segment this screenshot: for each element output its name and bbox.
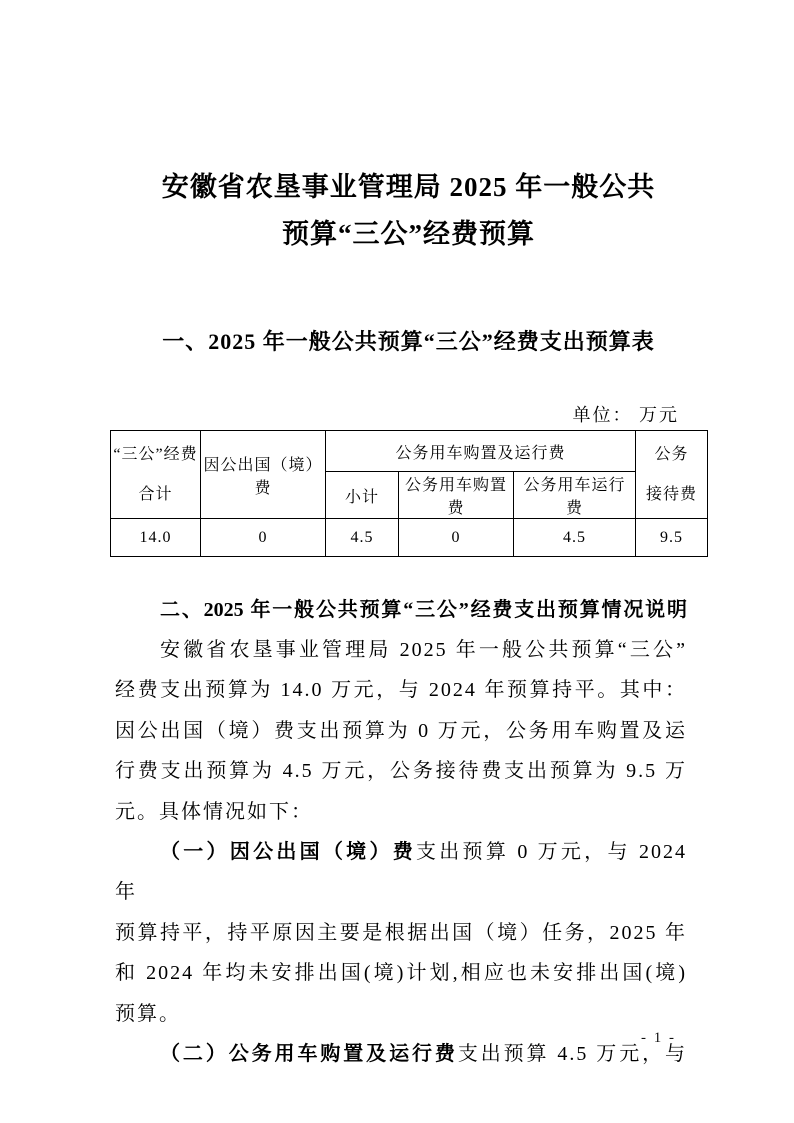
paragraph-line — [115, 913, 687, 953]
paragraph-line — [115, 751, 687, 791]
page-number: - 1 - — [641, 1030, 676, 1046]
header-vehicle-group: 公务用车购置及运行费 — [326, 431, 636, 472]
value-reception: 9.5 — [636, 519, 708, 557]
value-sangong-total: 14.0 — [111, 519, 201, 557]
section2-heading: 二、2025 年一般公共预算“三公”经费支出预算情况说明 — [160, 599, 687, 621]
table-unit-label: 单位： 万元 — [572, 405, 679, 425]
paragraph-line — [115, 670, 687, 710]
paragraph-line-text: 预算。 — [115, 1002, 181, 1025]
paragraph-line — [115, 711, 687, 751]
paragraph-line — [115, 994, 687, 1034]
paragraph-line — [115, 630, 687, 670]
sangong-budget-table — [110, 430, 708, 557]
document-title-line2: 预算“三公”经费预算 — [282, 219, 535, 249]
value-vehicle-purchase: 0 — [399, 519, 514, 557]
header-sangong-total-line1: “三公”经费 — [113, 445, 198, 463]
value-abroad-fee: 0 — [201, 519, 326, 557]
document-title — [110, 164, 707, 258]
header-reception — [636, 431, 708, 519]
value-vehicle-operation: 4.5 — [514, 519, 636, 557]
paragraph-line — [115, 953, 687, 993]
header-vehicle-purchase: 公务用车购置费 — [399, 472, 514, 519]
header-vehicle-operation: 公务用车运行费 — [514, 472, 636, 519]
header-reception-line1: 公务 — [654, 445, 689, 463]
paragraph-line-text: 行费支出预算为 4.5 万元，公务接待费支出预算为 9.5 万 — [115, 760, 687, 783]
header-reception-line2: 接待费 — [646, 485, 698, 503]
paragraph-line-text: 和 2024 年均未安排出国(境)计划,相应也未安排出国(境) — [115, 962, 687, 985]
page-content — [110, 0, 707, 1074]
paragraph-line — [115, 1034, 687, 1074]
paragraph-line-text: 因公出国（境）费支出预算为 0 万元，公务用车购置及运 — [115, 719, 687, 742]
paragraph-line — [115, 792, 687, 832]
paragraph-line-text: 预算持平，持平原因主要是根据出国（境）任务，2025 年 — [115, 921, 687, 944]
value-vehicle-subtotal: 4.5 — [326, 519, 399, 557]
paragraph-line-bold: （二）公务用车购置及运行费 — [160, 1043, 458, 1066]
paragraph-line — [115, 832, 687, 913]
section1-heading: 一、2025 年一般公共预算“三公”经费支出预算表 — [162, 329, 655, 354]
paragraph-line-text: 安徽省农垦事业管理局 2025 年一般公共预算“三公” — [160, 639, 687, 661]
paragraph-line-text: 支出预算 0 万元，与 2024 年 — [115, 841, 687, 904]
paragraph-line-bold: （一）因公出国（境）费 — [160, 841, 416, 864]
document-title-line1: 安徽省农垦事业管理局 2025 年一般公共 — [161, 172, 656, 202]
header-abroad-fee: 因公出国（境）费 — [201, 431, 326, 519]
header-sangong-total — [111, 431, 201, 519]
header-sangong-total-line2: 合计 — [138, 485, 173, 503]
header-vehicle-subtotal: 小计 — [326, 472, 399, 519]
paragraph-line-text: 元。具体情况如下： — [115, 800, 313, 823]
paragraph-line-text: 支出预算 4.5 万元，与 — [457, 1043, 688, 1066]
section2-body — [110, 630, 707, 1074]
paragraph-line-text: 经费支出预算为 14.0 万元，与 2024 年预算持平。其中： — [115, 679, 687, 702]
